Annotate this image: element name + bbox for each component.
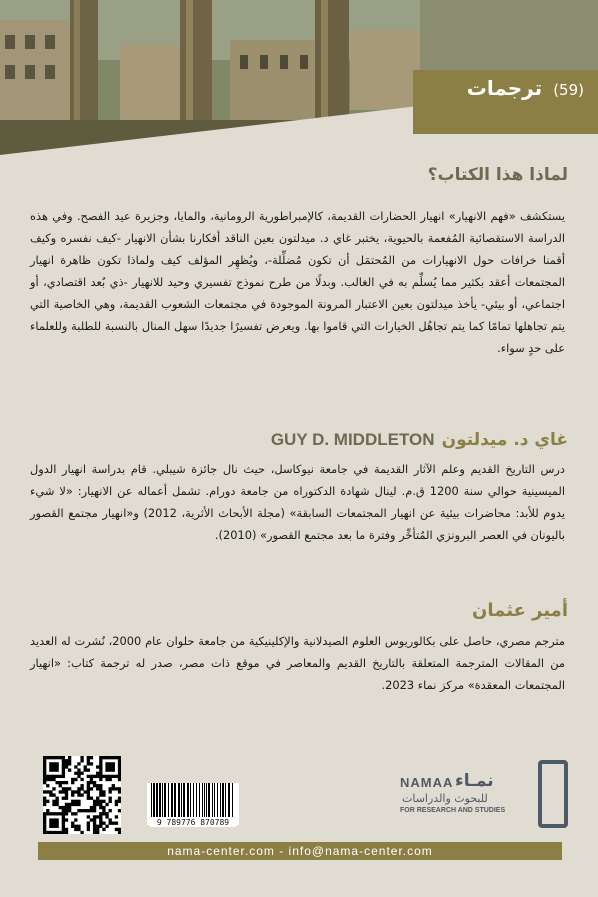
why-heading: لماذا هذا الكتاب؟ — [427, 165, 568, 185]
series-title: ترجمات — [466, 76, 543, 100]
author-bio: درس التاريخ القديم وعلم الآثار القديمة في جامعة نيوكاسل، حيث نال جائزة شيبلي. قام بدراسة انهيار الدول الميسينية حوالي سنة 1200 ق.م. لينال شهادة الدكتوراه من جامعة دورام. تشمل أعماله عن الانهيار: «لا شيء يدوم للأبد: محاضرات بيئية عن انهيار المجتمعات السابقة» (مجلة الأبحاث الأثرية، 2012) و«انهيار مجتمع القصور باليونان في العصر البرونزي المُتأخِّر وفترة ما بعد مجتمع القصور» (2010). — [30, 462, 566, 542]
author-name-en: GUY D. MIDDLETON — [270, 430, 435, 449]
qr-code — [43, 756, 121, 834]
publisher-subtitle-ar: للبحوث والدراسات — [402, 792, 488, 805]
publisher-logo-icon — [538, 760, 568, 828]
publisher-name-ar: نمـاء — [455, 771, 494, 791]
why-paragraph: يستكشف «فهم الانهيار» انهيار الحضارات القديمة، كالإمبراطورية الرومانية، والمايا، وجزيرة عيد الفصح. وفي هذه الدراسة الاستقصائية المُفعمة بالحيوية، يختبر غاي د. ميدلتون بعين الناقد أفكارنا بشأن الانهيار -كيف نفسره وكيف أقمنا خرافات حول الانهيارات من المُحتمَل أن تكون مُضلِّلة-، ويُظهِر المؤلف كيف ولماذا تكون ظاهرة انهيار المجتمعات أعقد بكثير مما يُسلِّم به في الغالب. وبدلًا من طرح نموذج تفسيري وحيد للانهيار -ذي بُعد اقتصادي، أو اجتماعي، أو بيئي- يأخذ ميدلتون بعين الاعتبار المرونة الموجودة في مجتمعات الشعوب القديمة، وهي الخاصية التي يتم تجاهلها تمامًا كما يتم تجاهُل الخيارات التي قاموا بها. ويعرض تفسيرًا جديدًا سهل المنال بالنسبة للطلبة وللعلماء على حدٍ سواء. — [30, 209, 565, 355]
author-heading — [271, 430, 568, 450]
translator-bio: مترجم مصري، حاصل على بكالوريوس العلوم الصيدلانية والإكلينيكية من جامعة حلوان عام 2000، نُشرت له العديد من المقالات المترجمة المتعلقة بالتاريخ القديم والمعاصر في موقع ذات مصر، صدر له ترجمة كتاب: «انهيار المجتمعات المعقدة» مركز نماء 2023. — [30, 634, 565, 692]
author-name-ar: غاي د. ميدلتون — [441, 430, 568, 450]
publisher-subtitle-en: FOR RESEARCH AND STUDIES — [400, 807, 506, 814]
footer-contact: nama-center.com - info@nama-center.com — [38, 842, 562, 860]
barcode-number: 9 789776 870789 — [150, 818, 236, 827]
publisher-name-en: NAMAA — [400, 775, 454, 790]
series-number: (59) — [553, 81, 584, 99]
series-banner — [413, 70, 598, 134]
translator-name: أمير عثمان — [472, 600, 568, 621]
